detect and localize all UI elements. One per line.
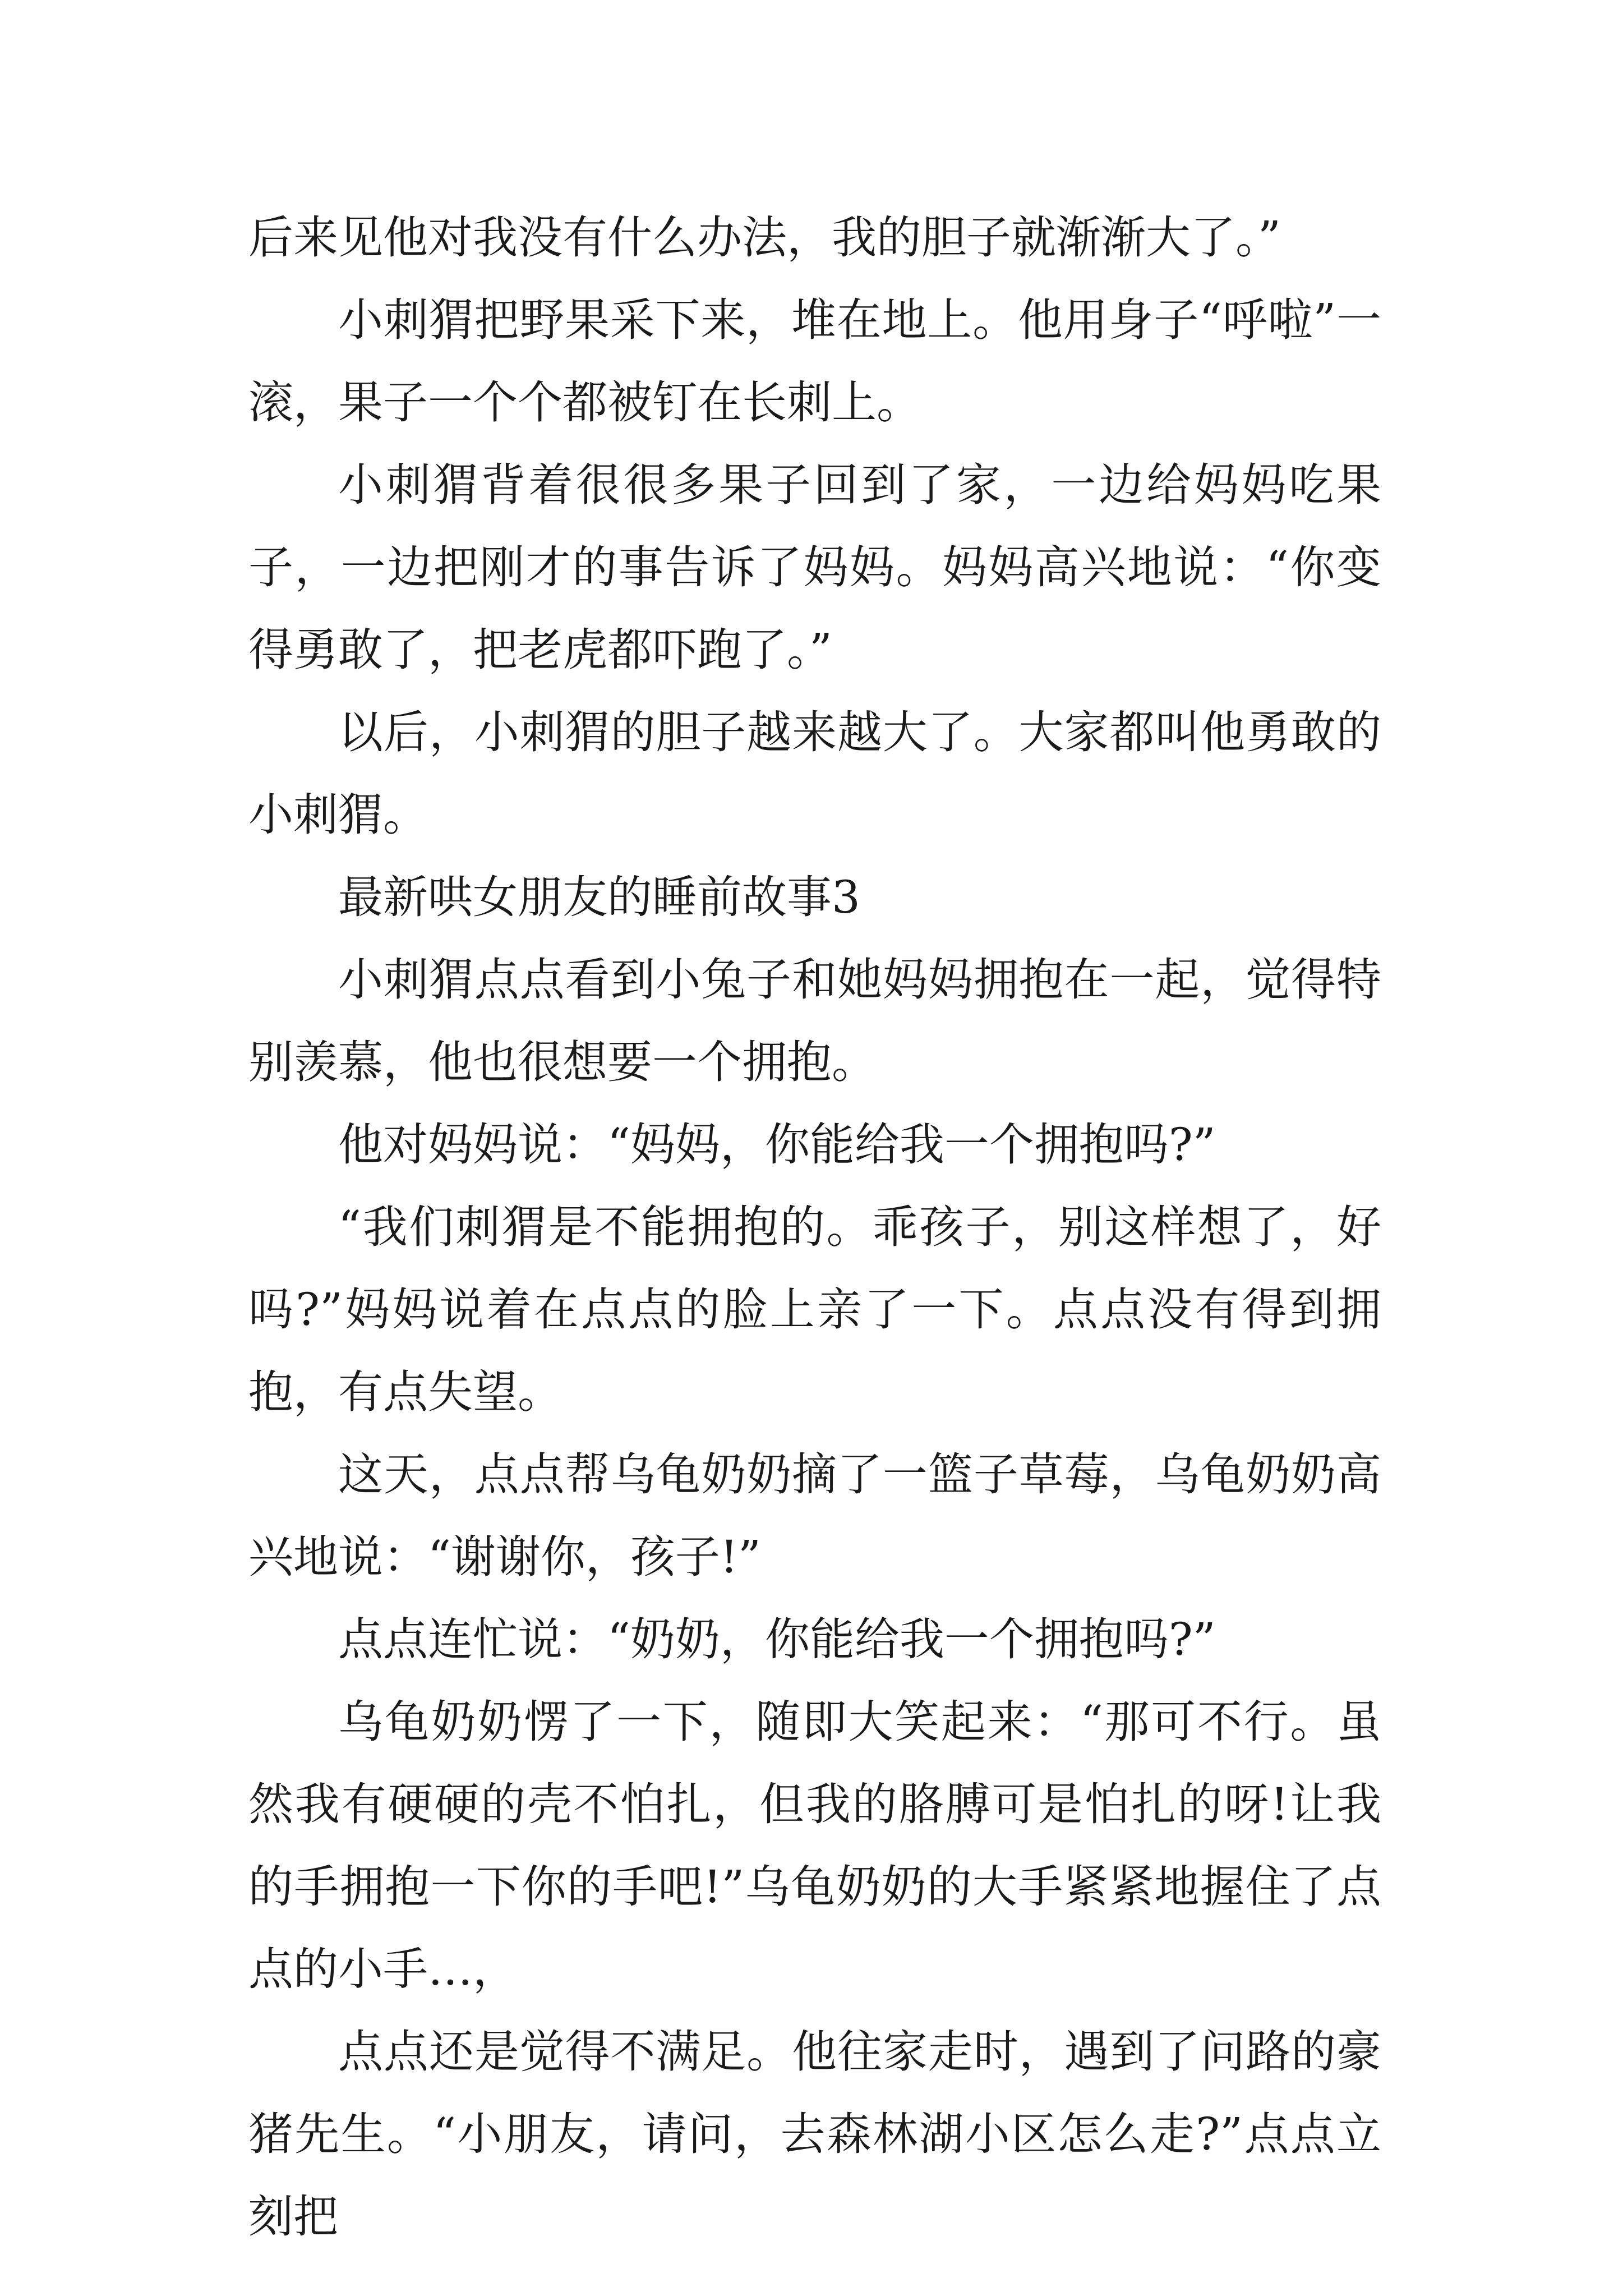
section-heading: 最新哄女朋友的睡前故事3 xyxy=(338,871,860,923)
paragraph-5: 小刺猬点点看到小兔子和她妈妈拥抱在一起，觉得特别羡慕，他也很想要一个拥抱。 xyxy=(248,954,1381,1088)
paragraph-1: 后来见他对我没有什么办法，我的胆子就渐渐大了。” xyxy=(248,211,1281,264)
paragraph-7: “我们刺猬是不能拥抱的。乖孩子，别这样想了，好吗?”妈妈说着在点点的脸上亲了一下。点点没有得到拥抱，有点失望。 xyxy=(248,1201,1381,1418)
paragraph-2: 小刺猬把野果采下来，堆在地上。他用身子“呼啦”一滚，果子一个个都被钉在长刺上。 xyxy=(248,294,1381,429)
document-body xyxy=(248,196,1381,2258)
paragraph-3: 小刺猬背着很很多果子回到了家，一边给妈妈吃果子，一边把刚才的事告诉了妈妈。妈妈高兴地说：“你变得勇敢了，把老虎都吓跑了。” xyxy=(248,459,1381,676)
paragraph-11: 点点还是觉得不满足。他往家走时，遇到了问路的豪猪先生。“小朋友，请问，去森林湖小区怎么走?”点点立刻把 xyxy=(248,2026,1381,2243)
paragraph-9: 点点连忙说：“奶奶，你能给我一个拥抱吗?” xyxy=(338,1613,1216,1665)
paragraph-4: 以后，小刺猬的胆子越来越大了。大家都叫他勇敢的小刺猬。 xyxy=(248,706,1381,841)
paragraph-6: 他对妈妈说：“妈妈，你能给我一个拥抱吗?” xyxy=(338,1119,1216,1171)
paragraph-8: 这天，点点帮乌龟奶奶摘了一篮子草莓，乌龟奶奶高兴地说：“谢谢你，孩子!” xyxy=(248,1448,1381,1583)
paragraph-10: 乌龟奶奶愣了一下，随即大笑起来：“那可不行。虽然我有硬硬的壳不怕扎，但我的胳膊可是怕扎的呀!让我的手拥抱一下你的手吧!”乌龟奶奶的大手紧紧地握住了点点的小手…， xyxy=(248,1696,1381,1995)
